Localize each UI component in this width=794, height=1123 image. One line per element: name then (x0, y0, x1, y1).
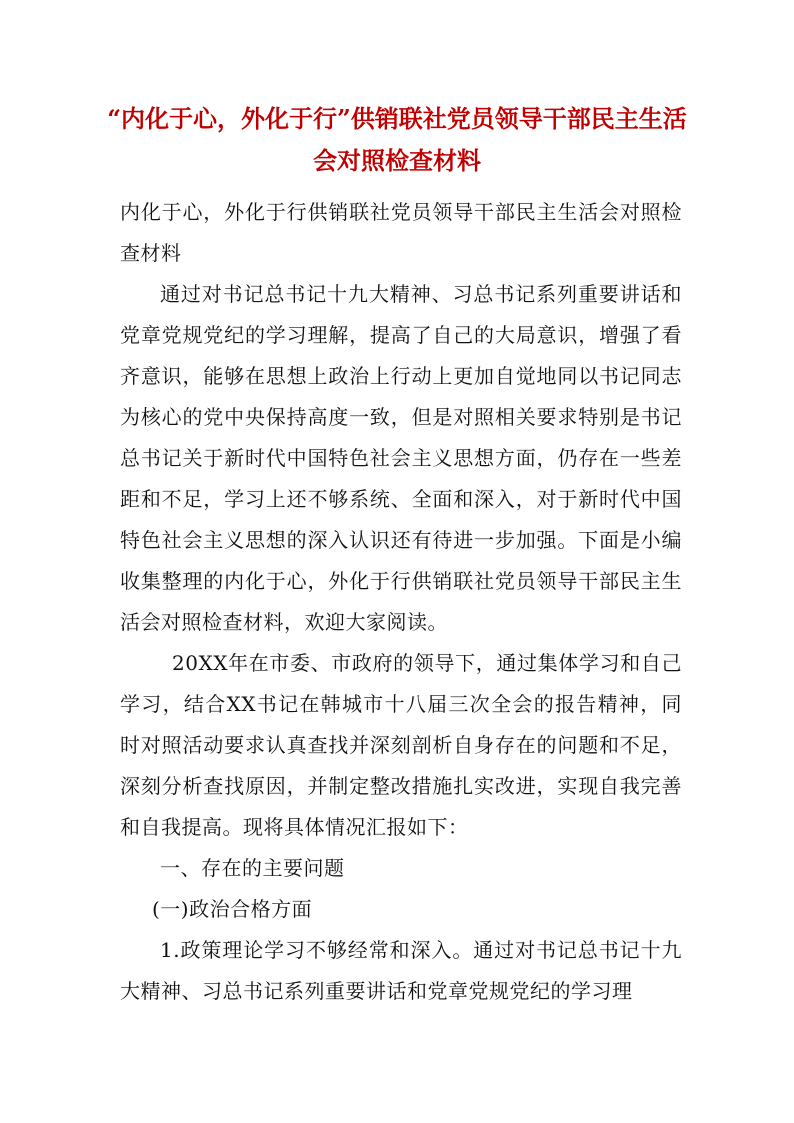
section-heading: 一、存在的主要问题 (160, 856, 345, 880)
document-body (120, 192, 682, 1012)
subtitle-paragraph: 内化于心，外化于行供销联社党员领导干部民主生活会对照检查材料 (120, 200, 682, 265)
summary-paragraph: 20XX年在市委、市政府的领导下，通过集体学习和自己学习，结合XX书记在韩城市十八届三次全会的报告精神，同时对照活动要求认真查找并深刻剖析自身存在的问题和不足，深刻分析查找原因，并制定整改措施扎实改进，实现自我完善和自我提高。现将具体情况汇报如下： (120, 651, 682, 839)
intro-paragraph: 通过对书记总书记十九大精神、习总书记系列重要讲话和党章党规党纪的学习理解，提高了自己的大局意识，增强了看齐意识，能够在思想上政治上行动上更加自觉地同以书记同志为核心的党中央保持高度一致，但是对照相关要求特别是书记总书记关于新时代中国特色社会主义思想方面，仍存在一些差距和不足，学习上还不够系统、全面和深入，对于新时代中国特色社会主义思想的深入认识还有待进一步加强。下面是小编收集整理的内化于心，外化于行供销联社党员领导干部民主生活会对照检查材料，欢迎大家阅读。 (120, 282, 682, 634)
item-paragraph: 1.政策理论学习不够经常和深入。通过对书记总书记十九大精神、习总书记系列重要讲话和党章党规党纪的学习理 (120, 938, 682, 1003)
document-title: “内化于心，外化于行”供销联社党员领导干部民主生活会对照检查材料 (107, 104, 687, 175)
subsection-heading: (一)政治合格方面 (152, 897, 313, 921)
